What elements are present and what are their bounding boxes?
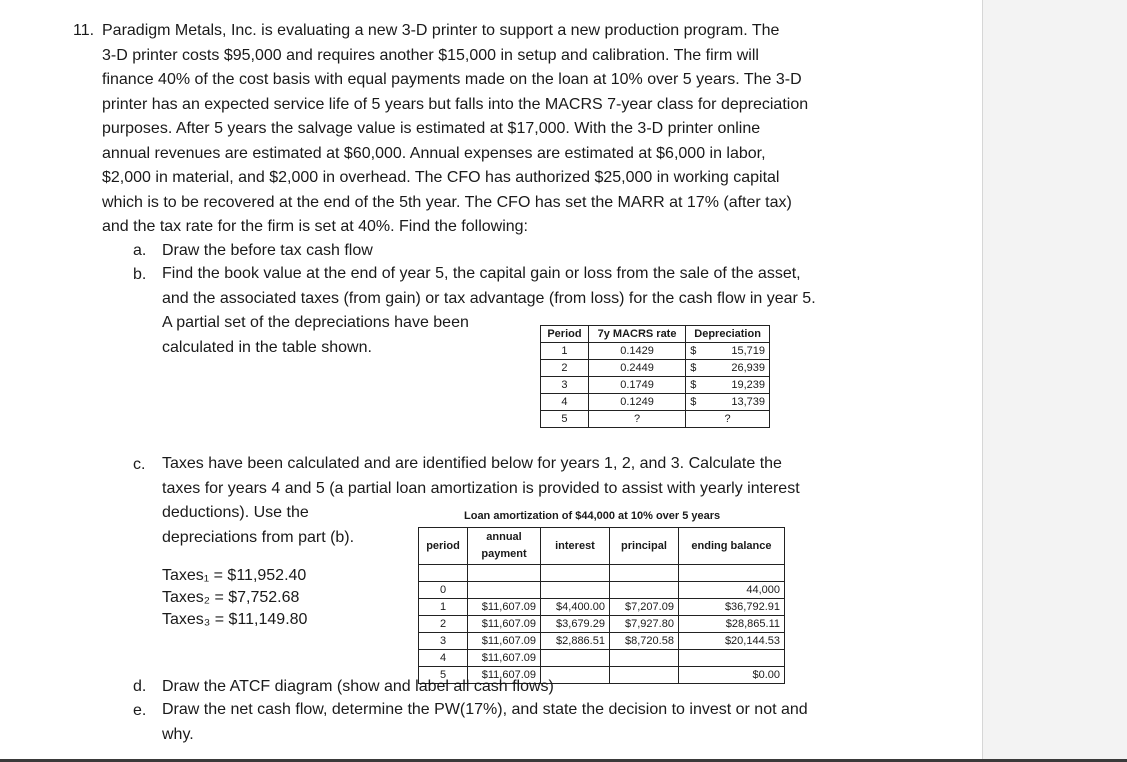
macrs-rate: 0.1429 (588, 343, 685, 360)
table-row (541, 377, 770, 394)
amort-header-payment (468, 528, 541, 565)
part-c-letter: c. (133, 456, 146, 473)
intro-line: purposes. After 5 years the salvage value is estimated at $17,000. With the 3-D printer online (102, 120, 761, 137)
depreciation-value: ? (724, 413, 731, 425)
table-row (419, 650, 785, 667)
dollar-sign: $ (690, 379, 697, 391)
depreciation-value: 19,239 (731, 379, 765, 391)
amort-interest (541, 582, 610, 599)
part-a-text: Draw the before tax cash flow (162, 242, 373, 259)
part-d-letter: d. (133, 678, 147, 695)
part-c-line: Taxes have been calculated and are identified below for years 1, 2, and 3. Calculate the (162, 455, 782, 472)
macrs-table (540, 325, 770, 428)
amort-ending: $36,792.91 (678, 599, 784, 616)
part-c-line: taxes for years 4 and 5 (a partial loan amortization is provided to assist with yearly interest (162, 479, 800, 497)
amort-interest (541, 650, 610, 667)
amort-principal: $7,207.09 (609, 599, 678, 616)
amort-principal (609, 582, 678, 599)
part-e-line: Draw the net cash flow, determine the PW(17%), and state the decision to invest or not and (162, 701, 808, 718)
amort-principal (609, 667, 678, 684)
amort-payment: $11,607.09 (468, 616, 541, 633)
amort-header-interest: interest (541, 528, 610, 565)
amort-principal: $7,927.80 (609, 616, 678, 633)
amort-table (418, 527, 785, 684)
amort-period: 4 (419, 650, 468, 667)
table-row (419, 582, 785, 599)
intro-line: Paradigm Metals, Inc. is evaluating a new 3-D printer to support a new production program. The (102, 22, 780, 39)
amort-header-period: period (419, 528, 468, 565)
table-row (541, 360, 770, 377)
amort-header-row (419, 528, 785, 565)
part-d-text: Draw the ATCF diagram (show and label all cash flows) (162, 678, 554, 695)
depreciation-value: 13,739 (731, 396, 765, 408)
amort-period: 0 (419, 582, 468, 599)
amort-principal (609, 650, 678, 667)
macrs-header-period: Period (541, 326, 589, 343)
amort-title: Loan amortization of $44,000 at 10% over 5 years (464, 510, 721, 522)
amort-header-ending: ending balance (678, 528, 784, 565)
amort-payment: $11,607.09 (468, 650, 541, 667)
macrs-header-row (541, 326, 770, 343)
amort-payment: $11,607.09 (468, 633, 541, 650)
part-b-letter: b. (133, 266, 147, 283)
macrs-header-rate: 7y MACRS rate (588, 326, 685, 343)
table-row (541, 343, 770, 360)
part-b-line: and the associated taxes (from gain) or tax advantage (from loss) for the cash flow in year 5. (162, 289, 816, 307)
intro-line: annual revenues are estimated at $60,000. Annual expenses are estimated at $6,000 in labor, (102, 144, 766, 162)
table-row (541, 394, 770, 411)
macrs-header-depreciation: Depreciation (686, 326, 770, 343)
amort-principal: $8,720.58 (609, 633, 678, 650)
table-row (419, 633, 785, 650)
taxes-year-1: Taxes₁ = $11,952.40 (162, 567, 307, 584)
taxes-year-2: Taxes₂ = $7,752.68 (162, 589, 300, 606)
amort-ending: $0.00 (678, 667, 784, 684)
amort-period: 1 (419, 599, 468, 616)
amort-ending (678, 650, 784, 667)
amort-spacer-row (419, 565, 785, 582)
depreciation-value: 26,939 (731, 362, 765, 374)
amort-period: 3 (419, 633, 468, 650)
table-row (541, 411, 770, 428)
macrs-rate: ? (588, 411, 685, 428)
macrs-period: 2 (541, 360, 589, 377)
amort-period: 2 (419, 616, 468, 633)
intro-line: and the tax rate for the firm is set at 40%. Find the following: (102, 218, 528, 235)
macrs-depreciation (686, 360, 770, 377)
part-b-line: Find the book value at the end of year 5, the capital gain or loss from the sale of the asset, (162, 265, 801, 282)
amort-payment: $11,607.09 (468, 667, 541, 684)
macrs-depreciation (686, 343, 770, 360)
amort-payment (468, 582, 541, 599)
part-b-line: calculated in the table shown. (162, 338, 372, 356)
dollar-sign: $ (690, 362, 697, 374)
depreciation-value: 15,719 (731, 345, 765, 357)
macrs-period: 3 (541, 377, 589, 394)
right-margin-panel (982, 0, 1127, 762)
macrs-rate: 0.1249 (588, 394, 685, 411)
macrs-period: 5 (541, 411, 589, 428)
dollar-sign: $ (690, 396, 697, 408)
amort-interest: $4,400.00 (541, 599, 610, 616)
macrs-rate: 0.2449 (588, 360, 685, 377)
part-c-line: depreciations from part (b). (162, 528, 355, 546)
intro-line: printer has an expected service life of 5 years but falls into the MACRS 7-year class for depreciation (102, 95, 809, 113)
taxes-year-3: Taxes₃ = $11,149.80 (162, 611, 308, 628)
macrs-period: 1 (541, 343, 589, 360)
amort-header-payment-l1: annual (486, 531, 522, 543)
part-c-line: deductions). Use the (162, 504, 309, 521)
macrs-rate: 0.1749 (588, 377, 685, 394)
amort-interest: $3,679.29 (541, 616, 610, 633)
problem-number: 11. (73, 22, 95, 39)
part-b-line: A partial set of the depreciations have been (162, 314, 469, 331)
intro-line: finance 40% of the cost basis with equal payments made on the loan at 10% over 5 years. The 3-D (102, 71, 802, 88)
part-e-line: why. (162, 725, 194, 743)
amort-period: 5 (419, 667, 468, 684)
part-a-letter: a. (133, 242, 147, 259)
macrs-period: 4 (541, 394, 589, 411)
macrs-depreciation (686, 411, 770, 428)
part-e-text (162, 698, 808, 747)
dollar-sign: $ (690, 345, 697, 357)
macrs-depreciation (686, 394, 770, 411)
amort-payment: $11,607.09 (468, 599, 541, 616)
amort-ending: 44,000 (678, 582, 784, 599)
part-e-letter: e. (133, 702, 147, 719)
amort-header-principal: principal (609, 528, 678, 565)
amort-interest: $2,886.51 (541, 633, 610, 650)
taxes-list (162, 565, 307, 631)
intro-line: which is to be recovered at the end of the 5th year. The CFO has set the MARR at 17% (after tax) (102, 193, 792, 211)
amort-header-payment-l2: payment (481, 548, 527, 560)
table-row (419, 616, 785, 633)
intro-line: 3-D printer costs $95,000 and requires another $15,000 in setup and calibration. The firm will (102, 46, 759, 64)
table-row (419, 599, 785, 616)
intro-line: $2,000 in material, and $2,000 in overhead. The CFO has authorized $25,000 in working capital (102, 169, 780, 186)
problem-intro (102, 19, 808, 240)
macrs-depreciation (686, 377, 770, 394)
amort-ending: $28,865.11 (678, 616, 784, 633)
amort-ending: $20,144.53 (678, 633, 784, 650)
